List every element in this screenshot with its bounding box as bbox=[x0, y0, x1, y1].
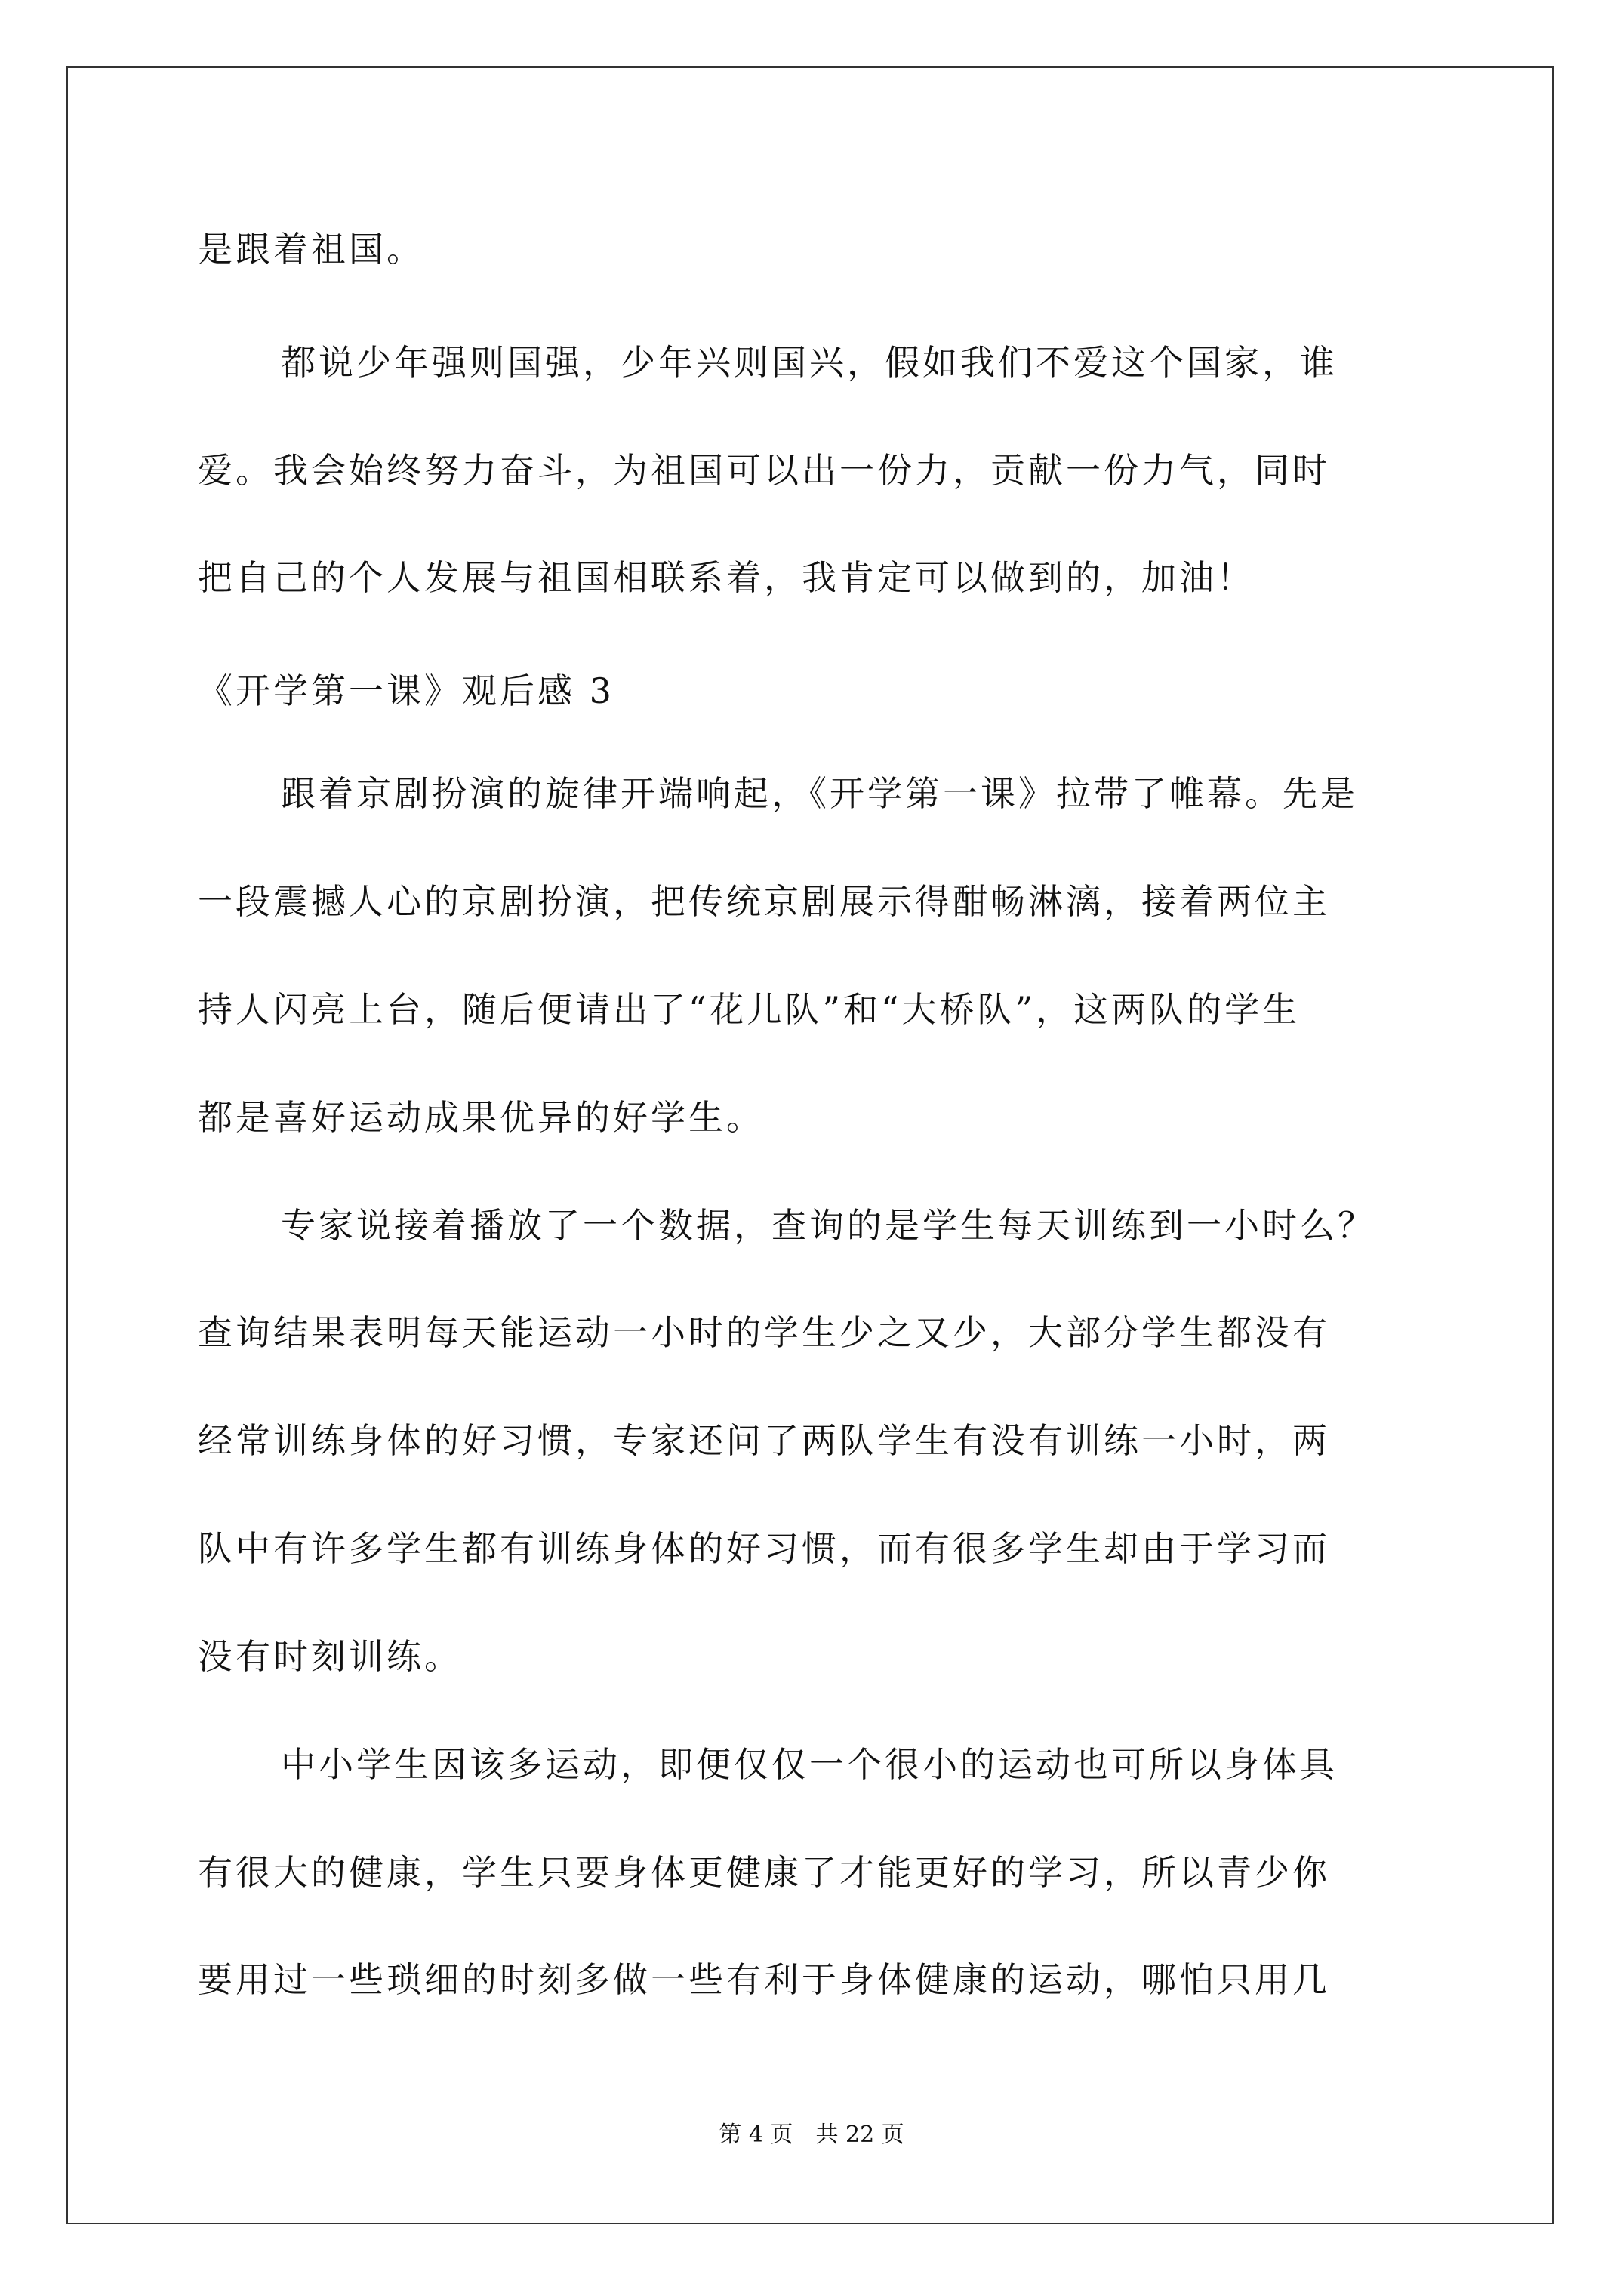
page-border bbox=[66, 66, 1554, 2224]
text-line: 一段震撼人心的京剧扮演，把传统京剧展示得酣畅淋漓，接着两位主 bbox=[198, 881, 1330, 922]
text-line: 都是喜好运动成果优异的好学生。 bbox=[198, 1097, 764, 1138]
text-line: 都说少年强则国强，少年兴则国兴，假如我们不爱这个国家，谁 bbox=[281, 342, 1338, 383]
text-line: 专家说接着播放了一个数据，查询的是学生每天训练到一小时么？ bbox=[281, 1205, 1375, 1246]
text-line: 是跟着祖国。 bbox=[198, 229, 424, 270]
text-line: 有很大的健康，学生只要身体更健康了才能更好的学习，所以青少你 bbox=[198, 1852, 1330, 1893]
text-line: 要用过一些琐细的时刻多做一些有利于身体健康的运动，哪怕只用几 bbox=[198, 1959, 1330, 2000]
text-line: 中小学生因该多运动，即便仅仅一个很小的运动也可所以身体具 bbox=[281, 1744, 1338, 1785]
text-line: 查询结果表明每天能运动一小时的学生少之又少，大部分学生都没有 bbox=[198, 1312, 1330, 1353]
text-line: 没有时刻训练。 bbox=[198, 1636, 462, 1677]
section-heading: 《开学第一课》观后感 3 bbox=[198, 670, 614, 711]
text-line: 跟着京剧扮演的旋律开端响起，《开学第一课》拉带了帷幕。先是 bbox=[281, 773, 1358, 814]
text-line: 爱。我会始终努力奋斗，为祖国可以出一份力，贡献一份力气，同时 bbox=[198, 450, 1330, 491]
text-line: 持人闪亮上台，随后便请出了“花儿队”和“大桥队”，这两队的学生 bbox=[198, 989, 1301, 1030]
text-line: 队中有许多学生都有训练身体的好习惯，而有很多学生却由于学习而 bbox=[198, 1528, 1330, 1569]
text-line: 把自己的个人发展与祖国相联系着，我肯定可以做到的，加油！ bbox=[198, 557, 1255, 598]
text-line: 经常训练身体的好习惯，专家还问了两队学生有没有训练一小时，两 bbox=[198, 1420, 1330, 1461]
page-number: 第 4 页 共 22 页 bbox=[719, 2122, 904, 2148]
